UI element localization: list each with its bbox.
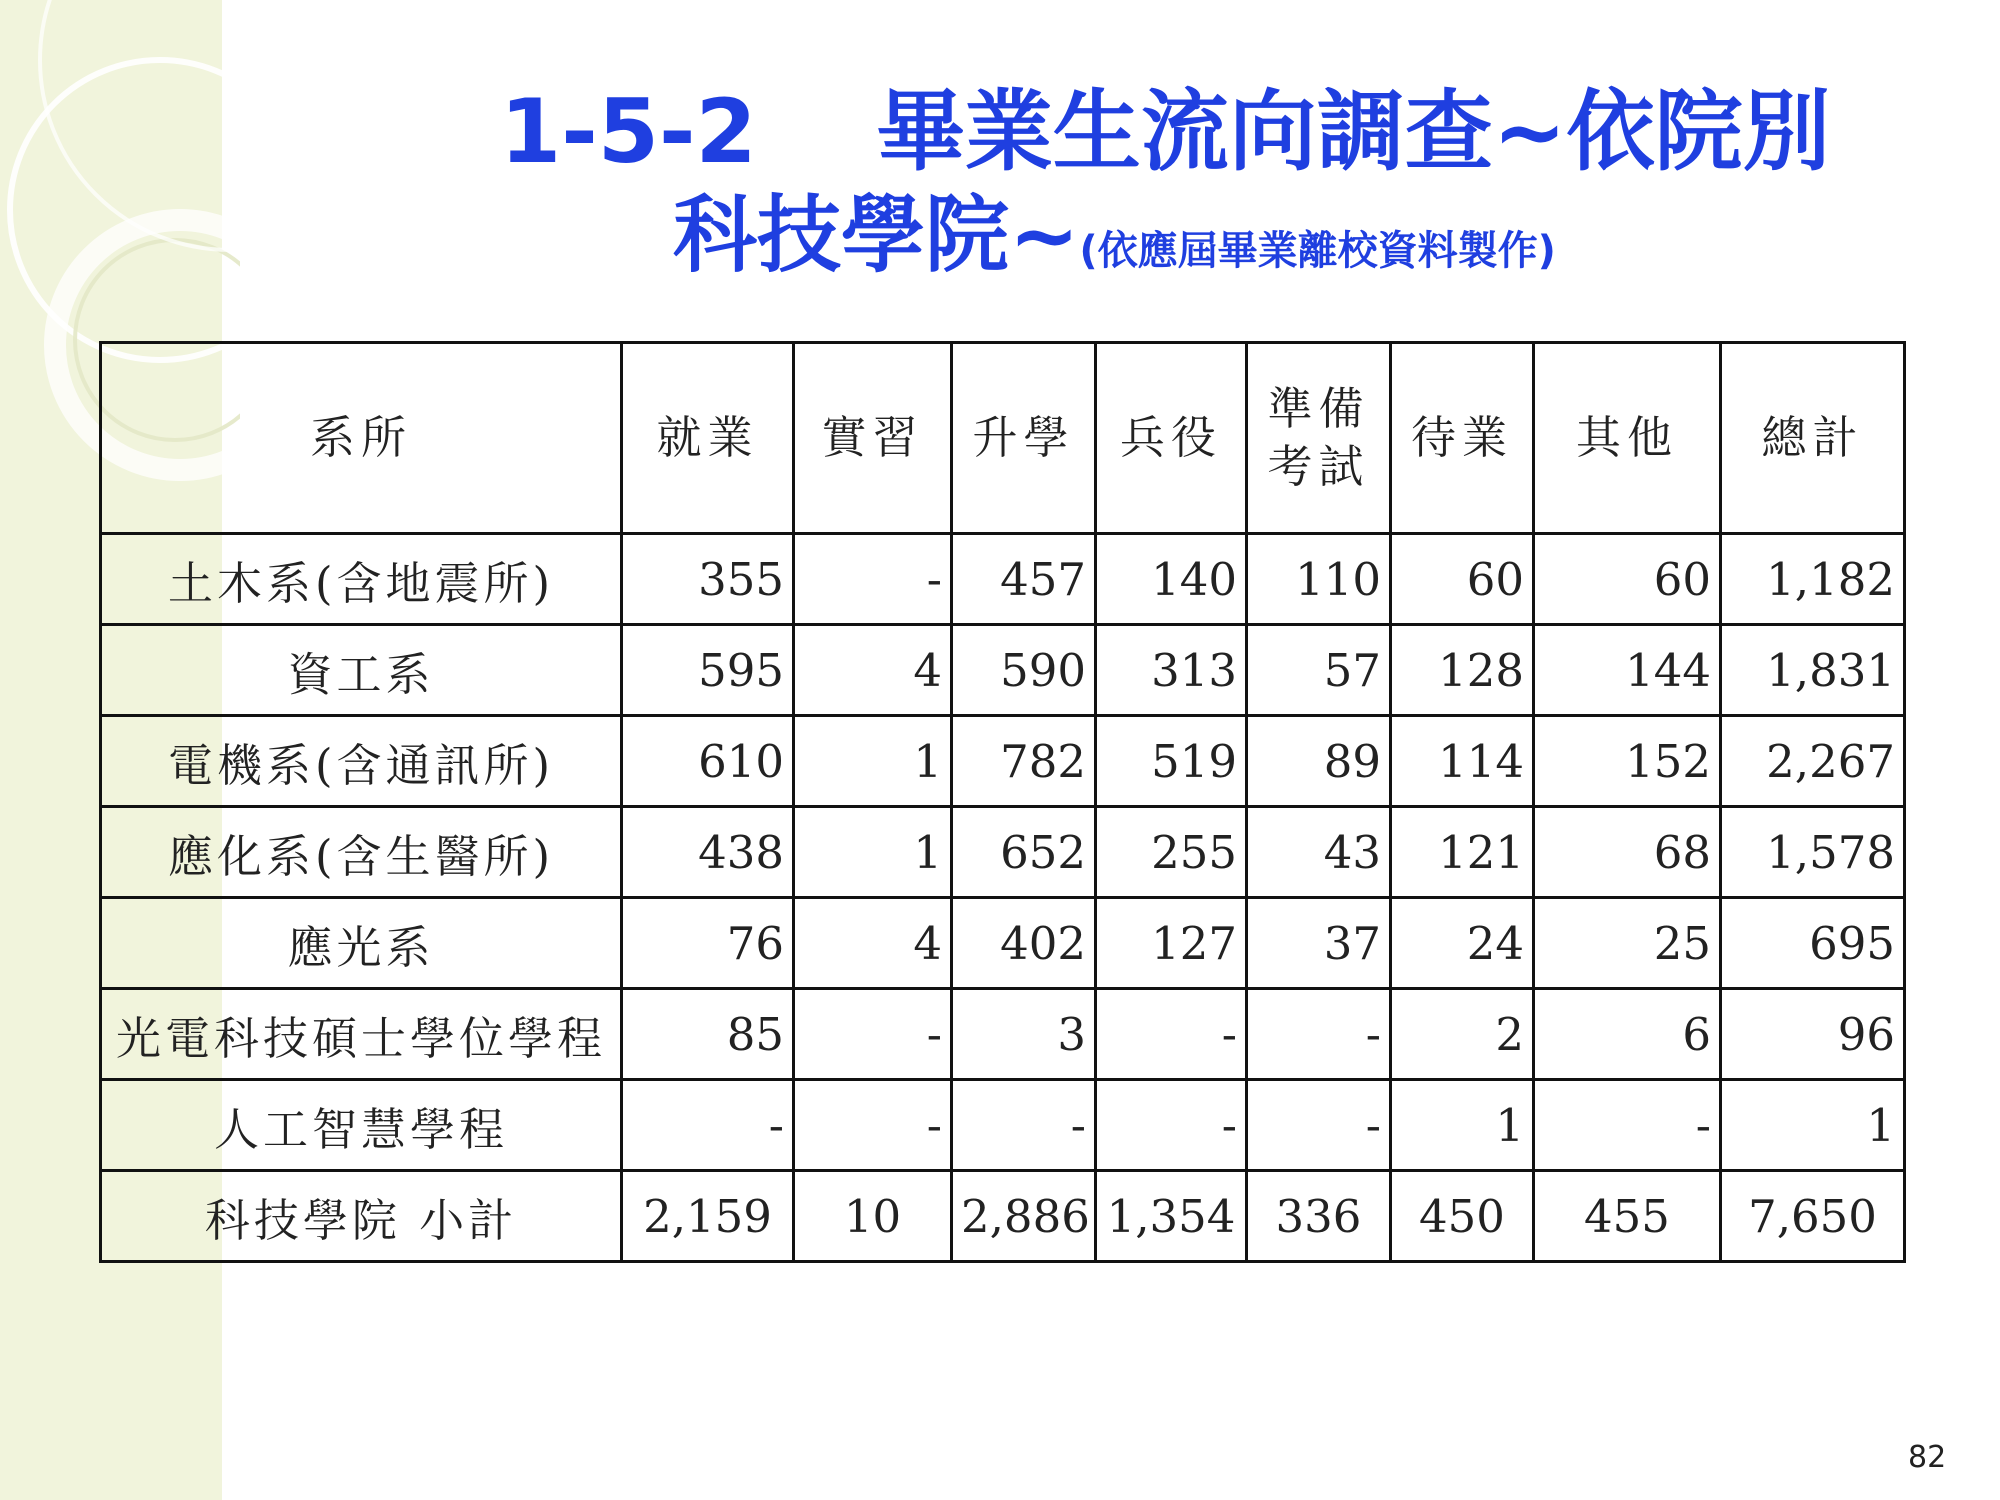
slide-title	[0, 0, 2000, 320]
subtotal-row	[101, 1171, 1905, 1262]
data-cell: 782	[952, 716, 1096, 807]
data-cell: -	[1096, 989, 1247, 1080]
data-cell: 60	[1534, 534, 1721, 625]
data-cell: 24	[1391, 898, 1534, 989]
data-cell: -	[1534, 1080, 1721, 1171]
data-cell: -	[1247, 1080, 1391, 1171]
dept-name-cell: 電機系(含通訊所)	[101, 716, 622, 807]
title-note: (依應屆畢業離校資料製作)	[1079, 228, 1556, 274]
data-cell: 1	[794, 716, 952, 807]
header-further-study: 升學	[952, 343, 1096, 534]
data-cell: 438	[622, 807, 794, 898]
data-cell: 695	[1721, 898, 1905, 989]
header-total: 總計	[1721, 343, 1905, 534]
page-number: 82	[1908, 1440, 1947, 1475]
data-cell: 4	[794, 898, 952, 989]
subtotal-cell: 1,354	[1096, 1171, 1247, 1262]
data-cell: 457	[952, 534, 1096, 625]
data-cell: 121	[1391, 807, 1534, 898]
data-cell: 37	[1247, 898, 1391, 989]
data-cell: 1	[1721, 1080, 1905, 1171]
subtotal-cell: 2,886	[952, 1171, 1096, 1262]
header-exam-prep	[1247, 343, 1391, 534]
header-military: 兵役	[1096, 343, 1247, 534]
subtotal-cell: 7,650	[1721, 1171, 1905, 1262]
data-cell: -	[952, 1080, 1096, 1171]
data-cell: 25	[1534, 898, 1721, 989]
table-row	[101, 625, 1905, 716]
header-employed: 就業	[622, 343, 794, 534]
title-line-1	[500, 82, 1831, 182]
header-exam-line2: 考試	[1267, 440, 1370, 493]
dept-name-cell: 土木系(含地震所)	[101, 534, 622, 625]
data-cell: 402	[952, 898, 1096, 989]
subtotal-cell: 455	[1534, 1171, 1721, 1262]
data-cell: -	[1247, 989, 1391, 1080]
data-cell: 152	[1534, 716, 1721, 807]
title-line-2	[673, 186, 1556, 304]
header-other: 其他	[1534, 343, 1721, 534]
data-cell: -	[794, 1080, 952, 1171]
data-cell: 255	[1096, 807, 1247, 898]
data-cell: 85	[622, 989, 794, 1080]
data-cell: -	[622, 1080, 794, 1171]
dept-name-cell: 應光系	[101, 898, 622, 989]
data-cell: 590	[952, 625, 1096, 716]
subtotal-cell: 450	[1391, 1171, 1534, 1262]
data-cell: 652	[952, 807, 1096, 898]
data-cell: 144	[1534, 625, 1721, 716]
data-cell: -	[794, 989, 952, 1080]
data-cell: 96	[1721, 989, 1905, 1080]
data-cell: 1,578	[1721, 807, 1905, 898]
table-row	[101, 534, 1905, 625]
graduate-destination-table	[99, 341, 1906, 1263]
subtotal-cell: 336	[1247, 1171, 1391, 1262]
table-header-row	[101, 343, 1905, 534]
data-cell: 1	[1391, 1080, 1534, 1171]
data-cell: 2	[1391, 989, 1534, 1080]
dept-name-cell: 光電科技碩士學位學程	[101, 989, 622, 1080]
college-name: 科技學院~	[673, 186, 1080, 284]
data-cell: 3	[952, 989, 1096, 1080]
header-exam-line1: 準備	[1267, 382, 1370, 435]
subtotal-cell: 10	[794, 1171, 952, 1262]
data-cell: 4	[794, 625, 952, 716]
data-cell: 89	[1247, 716, 1391, 807]
data-cell: -	[1096, 1080, 1247, 1171]
dept-name-cell: 人工智慧學程	[101, 1080, 622, 1171]
data-cell: 313	[1096, 625, 1247, 716]
title-main: 畢業生流向調查~依院別	[876, 80, 1831, 183]
table-row	[101, 807, 1905, 898]
data-cell: 1,831	[1721, 625, 1905, 716]
data-cell: 519	[1096, 716, 1247, 807]
data-cell: 68	[1534, 807, 1721, 898]
data-cell: 610	[622, 716, 794, 807]
data-cell: 140	[1096, 534, 1247, 625]
data-cell: 76	[622, 898, 794, 989]
data-cell: 595	[622, 625, 794, 716]
data-cell: 6	[1534, 989, 1721, 1080]
data-cell: 128	[1391, 625, 1534, 716]
dept-name-cell: 應化系(含生醫所)	[101, 807, 622, 898]
data-cell: 355	[622, 534, 794, 625]
table-row	[101, 898, 1905, 989]
table-row	[101, 989, 1905, 1080]
data-cell: 114	[1391, 716, 1534, 807]
header-unemployed: 待業	[1391, 343, 1534, 534]
data-cell: 1,182	[1721, 534, 1905, 625]
data-cell: 2,267	[1721, 716, 1905, 807]
subtotal-cell: 2,159	[622, 1171, 794, 1262]
data-cell: 60	[1391, 534, 1534, 625]
data-cell: 1	[794, 807, 952, 898]
table-row	[101, 716, 1905, 807]
table-row	[101, 1080, 1905, 1171]
header-internship: 實習	[794, 343, 952, 534]
data-cell: 110	[1247, 534, 1391, 625]
section-code: 1-5-2	[500, 80, 757, 183]
data-cell: -	[794, 534, 952, 625]
subtotal-label: 科技學院 小計	[101, 1171, 622, 1262]
data-cell: 43	[1247, 807, 1391, 898]
data-cell: 57	[1247, 625, 1391, 716]
dept-name-cell: 資工系	[101, 625, 622, 716]
data-cell: 127	[1096, 898, 1247, 989]
header-dept: 系所	[101, 343, 622, 534]
